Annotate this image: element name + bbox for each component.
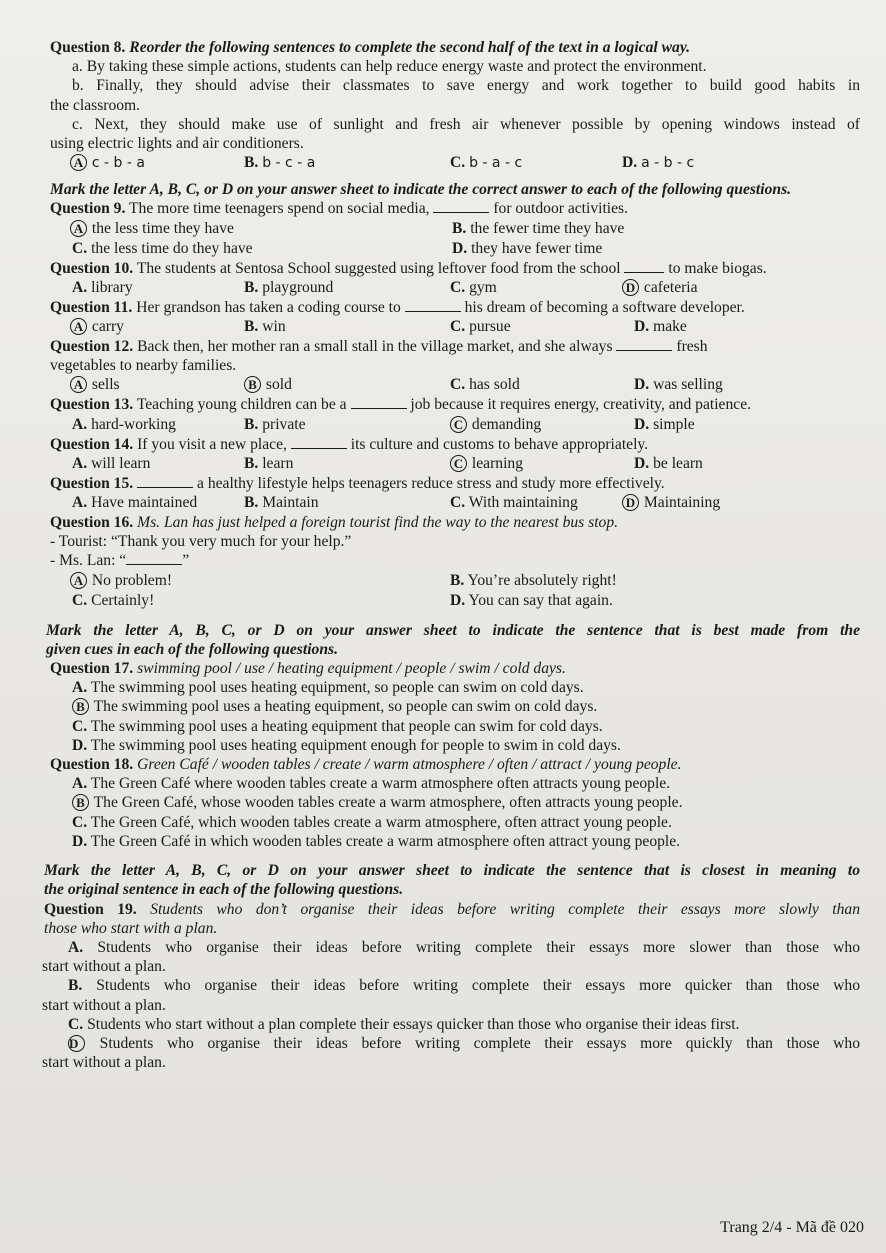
q9-stem: Question 9. The more time teenagers spend on social media, for outdoor activities. [50,200,629,218]
q8-sentence-b-2: the classroom. [50,96,141,114]
q17-option-a[interactable]: A. The swimming pool uses heating equipment, so people can swim on cold days. [72,679,584,697]
section-heading-1: Mark the letter A, B, C, or D on your answer sheet to indicate the correct answer to each of the following questions. [50,181,792,199]
q16-lan-line: - Ms. Lan: “ ” [50,552,190,570]
answer-circle: B [72,794,89,811]
q17-stem: Question 17. swimming pool / use / heating equipment / people / swim / cold days. [50,660,566,678]
q18-option-d[interactable]: D. The Green Café in which wooden tables create a warm atmosphere often attract young people. [72,832,681,850]
answer-blank [616,338,672,351]
q16-option-a[interactable]: A No problem! [70,571,172,590]
answer-blank [126,552,182,565]
q19-stem: Question 19. Students who don’t organise their ideas before writing complete their essays more slowly than [44,900,860,918]
q12-option-b[interactable]: B sold [244,375,292,394]
q10-options [50,278,860,298]
answer-blank [137,475,193,488]
q8-sentence-b-1: b. Finally, they should advise their classmates to save energy and work together to build good habits in [72,77,860,95]
q9-option-d[interactable]: D. they have fewer time [452,239,603,257]
q16-tourist-line: - Tourist: “Thank you very much for your help.” [50,533,352,551]
q8-prompt [50,38,860,57]
q8-sentence-a: a. By taking these simple actions, students can help reduce energy waste and protect the environment. [72,58,707,76]
answer-blank [624,260,664,273]
q19-option-b[interactable]: B. Students who organise their ideas before writing complete their essays more quicker than those who [68,977,860,995]
section-heading-3: Mark the letter A, B, C, or D on your answer sheet to indicate the sentence that is closest in meaning to [44,862,860,880]
q12-stem-2: vegetables to nearby families. [50,357,237,375]
q9-option-c[interactable]: C. the less time do they have [72,239,253,257]
q11-option-a[interactable]: A carry [70,317,124,336]
q19-stem-2: those who start with a plan. [44,919,218,937]
q19-option-b-2: start without a plan. [42,996,166,1014]
q13-stem: Question 13. Teaching young children can be a job because it requires energy, creativity, and patience. [50,396,752,414]
q14-option-c[interactable]: C learning [450,454,523,473]
q11-stem: Question 11. Her grandson has taken a coding course to his dream of becoming a software developer. [50,298,745,316]
q8-sentence-c-1: c. Next, they should make use of sunlight and fresh air whenever possible by opening windows instead of [72,115,860,133]
q10-option-a[interactable]: A. library [72,278,133,296]
q18-option-a[interactable]: A. The Green Café where wooden tables create a warm atmosphere often attracts young people. [72,775,671,793]
answer-circle: B [72,698,89,715]
q8-option-d[interactable]: D. a - b - c [622,154,695,172]
q14-options [50,454,860,474]
q8-instruction: Reorder the following sentences to complete the second half of the text in a logical way. [129,39,691,56]
q11-option-d[interactable]: D. make [634,318,687,336]
q8-sentence-c-2: using electric lights and air conditioners. [50,135,304,153]
q16-option-c[interactable]: C. Certainly! [72,591,155,609]
q13-option-b[interactable]: B. private [244,415,306,433]
section-heading-2b: given cues in each of the following questions. [46,640,338,658]
q15-option-a[interactable]: A. Have maintained [72,494,198,512]
q16-options-row1 [50,571,860,591]
answer-circle: C [450,455,467,472]
answer-circle: C [450,416,467,433]
q11-option-b[interactable]: B. win [244,318,286,336]
q15-option-c[interactable]: C. With maintaining [450,494,578,512]
q15-option-d[interactable]: D Maintaining [622,493,720,512]
q9-options-row1 [50,219,860,239]
answer-circle: D [68,1035,85,1052]
q16-option-d[interactable]: D. You can say that again. [450,591,613,609]
q14-option-d[interactable]: D. be learn [634,454,703,472]
answer-circle: D [622,494,639,511]
q10-stem: Question 10. The students at Sentosa School suggested using leftover food from the school to make biogas. [50,259,767,277]
q17-option-d[interactable]: D. The swimming pool uses heating equipment enough for people to swim in cold days. [72,736,621,754]
answer-circle: A [70,154,87,171]
q14-option-a[interactable]: A. will learn [72,454,151,472]
q10-option-c[interactable]: C. gym [450,278,497,296]
q15-option-b[interactable]: B. Maintain [244,494,319,512]
q11-option-c[interactable]: C. pursue [450,318,511,336]
q19-option-d-2: start without a plan. [42,1054,166,1072]
q10-option-d[interactable]: D cafeteria [622,278,698,297]
q17-option-c[interactable]: C. The swimming pool uses a heating equipment that people can swim for cold days. [72,717,603,735]
q19-option-d[interactable]: D Students who organise their ideas before writing complete their essays more quickly than those who [69,1034,861,1052]
q9-options-row2 [50,239,860,259]
q14-option-b[interactable]: B. learn [244,454,294,472]
q13-option-c[interactable]: C demanding [450,415,541,434]
q16-stem: Question 16. Ms. Lan has just helped a foreign tourist find the way to the nearest bus stop. [50,514,619,532]
q8-option-a[interactable]: A c - b - a [70,153,145,173]
q18-option-b[interactable]: B The Green Café, whose wooden tables create a warm atmosphere, often attracts young people. [50,793,860,812]
answer-circle: D [622,279,639,296]
q19-option-c[interactable]: C. Students who start without a plan complete their essays quicker than those who organise their ideas first. [68,1015,740,1033]
answer-circle: A [70,318,87,335]
q14-stem: Question 14. If you visit a new place, its culture and customs to behave appropriately. [50,435,649,453]
q16-options-row2 [50,591,860,611]
answer-circle: B [244,376,261,393]
q12-option-d[interactable]: D. was selling [634,376,723,394]
q12-stem: Question 12. Back then, her mother ran a small stall in the village market, and she always fresh [50,338,708,356]
q13-option-d[interactable]: D. simple [634,415,695,433]
q16-option-b[interactable]: B. You’re absolutely right! [450,571,617,589]
answer-circle: A [70,376,87,393]
q15-options [50,493,860,513]
answer-circle: A [70,220,87,237]
q10-option-b[interactable]: B. playground [244,278,334,296]
q9-option-a[interactable]: A the less time they have [70,219,234,238]
page-footer: Trang 2/4 - Mã đề 020 [720,1219,864,1236]
q8-title: Question 8. [50,39,126,56]
q8-options [50,153,860,173]
answer-blank [291,436,347,449]
q9-option-b[interactable]: B. the fewer time they have [452,219,625,237]
q12-option-a[interactable]: A sells [70,375,120,394]
answer-blank [433,200,489,213]
q11-options [50,317,860,337]
answer-blank [405,299,461,312]
q19-option-a-2: start without a plan. [42,958,166,976]
q13-option-a[interactable]: A. hard-working [72,415,176,433]
q12-option-c[interactable]: C. has sold [450,376,520,394]
q15-stem: Question 15. a healthy lifestyle helps teenagers reduce stress and study more effectively. [50,474,665,492]
section-heading-2: Mark the letter A, B, C, or D on your answer sheet to indicate the sentence that is best made from the [46,621,860,639]
q17-option-b[interactable]: B The swimming pool uses a heating equipment, so people can swim on cold days. [50,697,860,716]
section-heading-3b: the original sentence in each of the following questions. [44,881,404,899]
answer-circle: A [70,572,87,589]
q18-stem: Question 18. Green Café / wooden tables / create / warm atmosphere / often / attract / young people. [50,756,682,774]
q12-options [50,375,860,395]
q18-option-c[interactable]: C. The Green Café, which wooden tables create a warm atmosphere, often attract young people. [72,813,672,831]
q8-option-b[interactable]: B. b - c - a [244,154,316,172]
answer-blank [351,396,407,409]
q8-option-c[interactable]: C. b - a - c [450,154,523,172]
q19-option-a[interactable]: A. Students who organise their ideas before writing complete their essays more slower than those who [68,938,861,956]
q13-options [50,415,860,435]
